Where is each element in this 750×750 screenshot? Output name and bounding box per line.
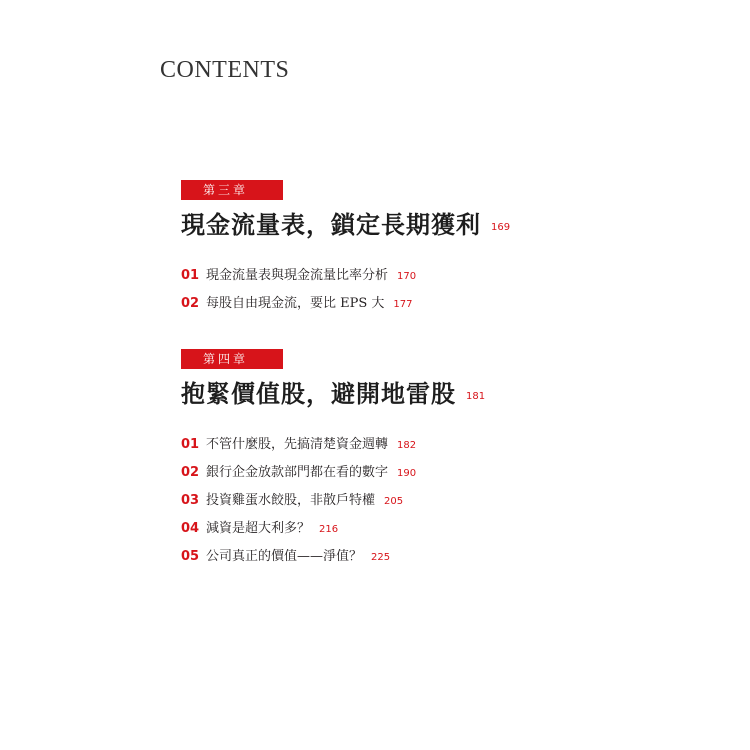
section-page-number: 225 bbox=[371, 552, 391, 563]
section-page-number: 177 bbox=[393, 299, 413, 310]
section-page-number: 205 bbox=[384, 496, 404, 507]
section-item[interactable] bbox=[181, 293, 416, 321]
section-title: 公司真正的價值——淨值？ bbox=[206, 549, 363, 564]
section-title: 每股自由現金流，要比 EPS 大 bbox=[206, 296, 385, 311]
section-number: 04 bbox=[181, 521, 200, 536]
section-number: 01 bbox=[181, 268, 200, 283]
section-number: 02 bbox=[181, 296, 200, 311]
section-title: 現金流量表與現金流量比率分析 bbox=[206, 268, 389, 283]
section-item[interactable] bbox=[181, 546, 416, 574]
section-number: 03 bbox=[181, 493, 200, 508]
section-item[interactable] bbox=[181, 462, 416, 490]
section-item[interactable] bbox=[181, 490, 416, 518]
page-title: CONTENTS bbox=[160, 57, 290, 83]
chapter-label: 第四章 bbox=[181, 349, 283, 369]
section-number: 01 bbox=[181, 437, 200, 452]
chapter-title: 抱緊價值股，避開地雷股 bbox=[181, 379, 456, 408]
section-item[interactable] bbox=[181, 434, 416, 462]
chapter-page-number: 169 bbox=[491, 222, 511, 233]
section-title: 投資雞蛋水餃股，非散戶特權 bbox=[206, 493, 376, 508]
section-page-number: 170 bbox=[397, 271, 417, 282]
chapter-label: 第三章 bbox=[181, 180, 283, 200]
chapter-page-number: 181 bbox=[466, 391, 486, 402]
chapter-heading[interactable] bbox=[181, 208, 510, 242]
section-list bbox=[181, 265, 416, 321]
section-page-number: 190 bbox=[397, 468, 417, 479]
chapter-title: 現金流量表，鎖定長期獲利 bbox=[181, 210, 481, 239]
section-title: 減資是超大利多？ bbox=[206, 521, 311, 536]
section-title: 銀行企金放款部門都在看的數字 bbox=[206, 465, 389, 480]
section-title: 不管什麼股，先搞清楚資金週轉 bbox=[206, 437, 389, 452]
section-number: 05 bbox=[181, 549, 200, 564]
section-number: 02 bbox=[181, 465, 200, 480]
chapter-heading[interactable] bbox=[181, 377, 485, 411]
section-list bbox=[181, 434, 416, 574]
section-item[interactable] bbox=[181, 265, 416, 293]
section-item[interactable] bbox=[181, 518, 416, 546]
section-page-number: 216 bbox=[319, 524, 339, 535]
section-page-number: 182 bbox=[397, 440, 417, 451]
